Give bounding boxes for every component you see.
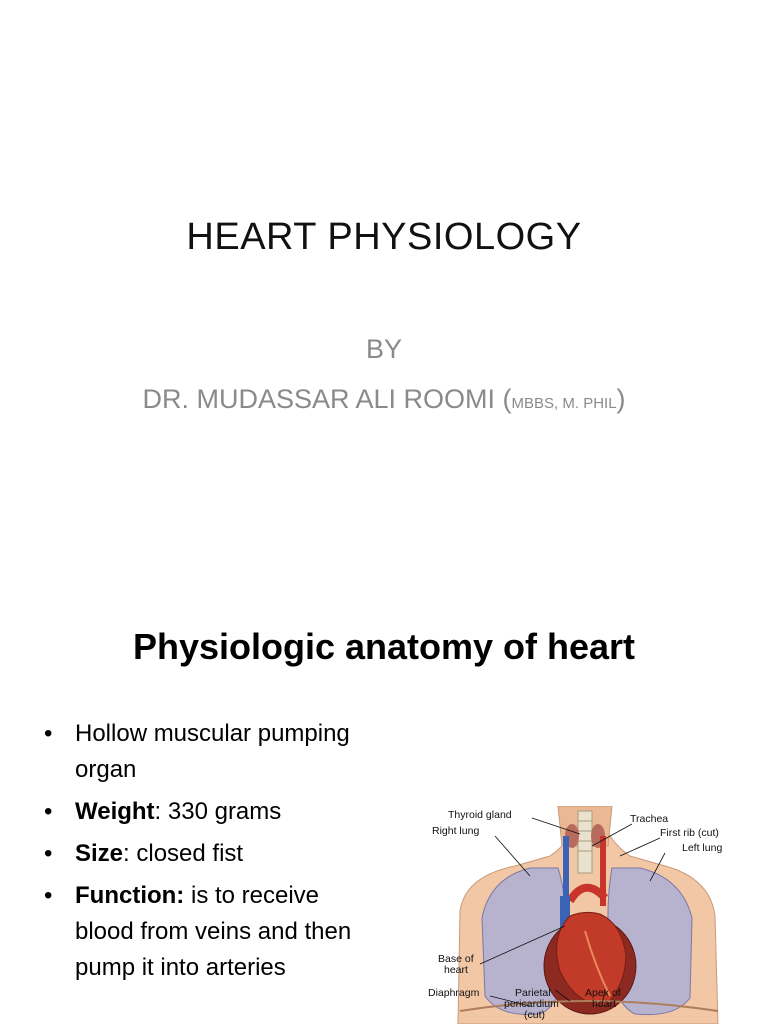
author-name: DR. MUDASSAR ALI ROOMI ( xyxy=(142,384,512,414)
label-base-of-heart-2: heart xyxy=(444,964,468,976)
bullet-term: Size xyxy=(75,840,124,867)
bullet-item xyxy=(44,716,364,788)
bullet-dot-icon: • xyxy=(44,840,53,867)
label-right-lung: Right lung xyxy=(432,825,480,837)
bullet-term: Function: xyxy=(75,882,185,909)
bullet-term: Weight xyxy=(75,798,155,825)
bullet-dot-icon: • xyxy=(44,798,53,825)
bullet-text: : 330 grams xyxy=(154,798,282,825)
bullet-dot-icon: • xyxy=(44,720,53,747)
bullet-text: : closed fist xyxy=(123,840,244,867)
label-parietal-3: (cut) xyxy=(524,1009,545,1021)
label-parietal-1: Parietal xyxy=(515,987,551,999)
heart-anatomy-illustration xyxy=(420,806,750,1024)
author-line xyxy=(0,384,768,415)
label-trachea: Trachea xyxy=(630,813,669,825)
bullet-item xyxy=(44,878,364,986)
label-parietal-2: pericardium xyxy=(504,998,559,1010)
heart-anatomy-figure xyxy=(420,806,750,1024)
author-credentials: MBBS, M. PHIL xyxy=(511,395,617,412)
bullet-item xyxy=(44,794,364,830)
label-thyroid-gland: Thyroid gland xyxy=(448,809,512,821)
bullet-list xyxy=(44,716,364,992)
label-left-lung: Left lung xyxy=(682,842,723,854)
label-base-of-heart-1: Base of xyxy=(438,953,474,965)
bullet-text: Hollow muscular pumping organ xyxy=(75,720,350,783)
label-first-rib: First rib (cut) xyxy=(660,827,719,839)
bullet-item xyxy=(44,836,364,872)
anatomy-slide xyxy=(0,576,768,1024)
label-apex-1: Apex of xyxy=(585,987,621,999)
slide-heading: Physiologic anatomy of heart xyxy=(132,626,636,667)
label-diaphragm: Diaphragm xyxy=(428,987,480,999)
label-apex-2: heart xyxy=(592,998,616,1010)
bullet-text: is to receive blood from veins and then pump it into arteries xyxy=(75,882,352,981)
bullet-dot-icon: • xyxy=(44,882,53,909)
slide-title: HEART PHYSIOLOGY xyxy=(186,216,582,258)
author-close-paren: ) xyxy=(616,384,626,414)
by-line: BY xyxy=(365,334,403,364)
